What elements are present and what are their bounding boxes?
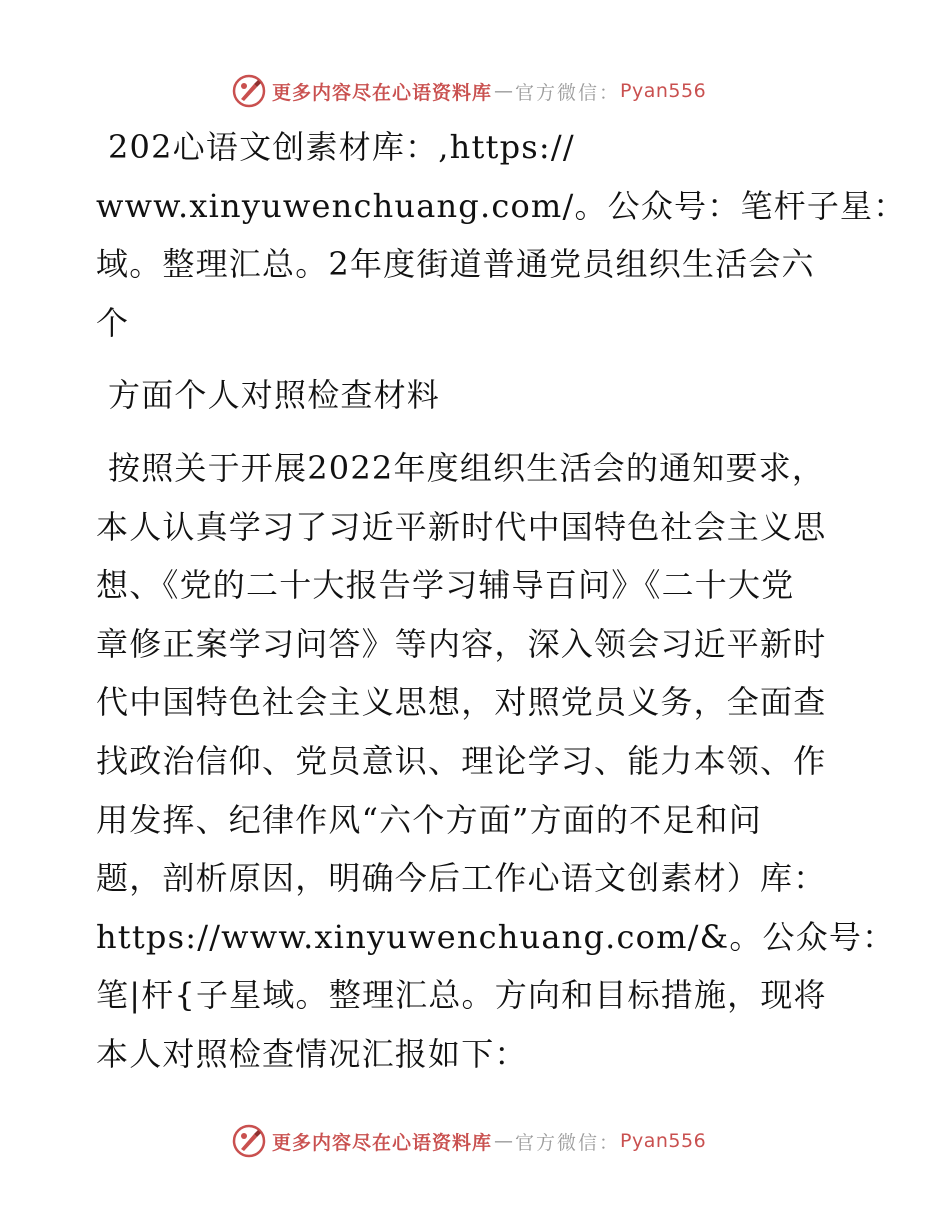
watermark-dash: —: [494, 80, 514, 102]
header-watermark: [232, 72, 706, 110]
text-line: 想、《党的二十大报告学习辅导百问》《二十大党: [96, 566, 795, 605]
text-line: 代中国特色社会主义思想，对照党员义务，全面查: [96, 683, 827, 722]
document-title: 方面个人对照检查材料: [108, 376, 441, 415]
watermark-title: 更多内容尽在心语资料库: [272, 1131, 493, 1154]
footer-watermark: [232, 1122, 706, 1160]
text-line: https://www.xinyuwenchuang.com/&。公众号：: [96, 917, 896, 956]
watermark-dash: —: [494, 1130, 514, 1152]
text-line: 章修正案学习问答》等内容，深入领会习近平新时: [96, 624, 827, 663]
watermark-wechat-id: Pyan556: [620, 80, 707, 102]
text-line: 202心语文创素材库：,https://: [108, 128, 575, 166]
text-line: 题，剖析原因，明确今后工作心语文创素材）库：: [96, 859, 827, 898]
watermark-wechat-label: 官方微信：: [515, 81, 621, 104]
document-body: [96, 118, 907, 1084]
text-line: 找政治信仰、党员意识、理论学习、能力本领、作: [96, 741, 827, 780]
text-line: 按照关于开展2022年度组织生活会的通知要求，: [108, 448, 826, 487]
text-line: 个: [96, 303, 130, 342]
pen-logo-icon: [232, 1124, 266, 1158]
watermark-title: 更多内容尽在心语资料库: [272, 81, 493, 104]
watermark-wechat-id: Pyan556: [620, 1130, 707, 1152]
text-line: 本人对照检查情况汇报如下：: [96, 1034, 528, 1073]
text-line: www.xinyuwenchuang.com/。公众号：笔杆子星：: [96, 186, 907, 225]
text-line: 用发挥、纪律作风“六个方面”方面的不足和问: [96, 800, 762, 839]
text-line: 本人认真学习了习近平新时代中国特色社会主义思: [96, 507, 827, 546]
pen-logo-icon: [232, 74, 266, 108]
watermark-wechat-label: 官方微信：: [515, 1131, 621, 1154]
text-line: 笔|杆{子星域。整理汇总。方向和目标措施，现将: [96, 976, 827, 1015]
text-line: 域。整理汇总。2年度街道普通党员组织生活会六: [96, 245, 815, 284]
